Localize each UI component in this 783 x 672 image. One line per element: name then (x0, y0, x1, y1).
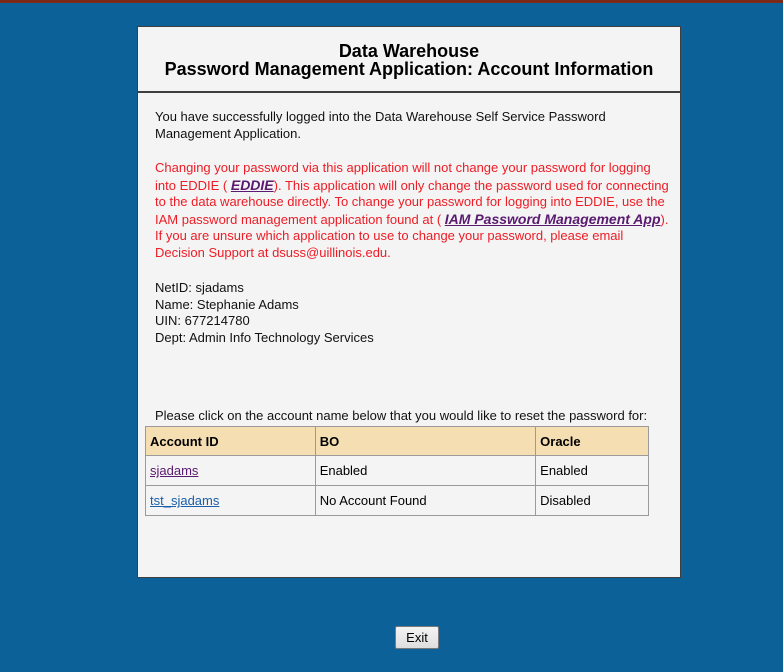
column-header-bo: BO (315, 427, 535, 456)
account-link-sjadams[interactable]: sjadams (150, 463, 199, 478)
page-title: Data Warehouse (338, 41, 480, 61)
instruction-text: Please click on the account name below that you would like to reset the password for: (155, 408, 648, 423)
panel-content (155, 109, 675, 423)
oracle-status-cell: Enabled (536, 456, 649, 486)
warning-part1: Changing your password via this application will not change your password for logging into EDDIE ( (155, 160, 651, 193)
account-id-cell (146, 486, 316, 516)
panel-header (138, 27, 680, 93)
account-id-cell (146, 456, 316, 486)
name-text: Name: Stephanie Adams (155, 296, 299, 312)
exit-button[interactable]: Exit (395, 626, 439, 649)
warning-text (155, 160, 675, 261)
account-info-panel (137, 26, 681, 578)
table-row (146, 486, 649, 516)
dept-text: Dept: Admin Info Technology Services (155, 329, 374, 345)
user-info-block (155, 280, 675, 346)
bo-status-cell: Enabled (315, 456, 535, 486)
column-header-oracle: Oracle (536, 427, 649, 456)
iam-password-link[interactable]: IAM Password Management App (444, 210, 661, 227)
intro-text: You have successfully logged into the Data Warehouse Self Service Password Management Application. (155, 109, 606, 141)
uin-text: UIN: 677214780 (155, 313, 250, 328)
page-subtitle: Password Management Application: Account Information (164, 59, 654, 79)
account-link-tst-sjadams[interactable]: tst_sjadams (150, 493, 220, 508)
netid-text: NetID: sjadams (155, 280, 244, 295)
top-border-strip (0, 0, 783, 3)
warning-part3: ). If you are unsure which application to use to change your password, please email Decision Support at dsuss@uillinois.edu. (155, 211, 669, 260)
warning-part2: ). This application will only change the password used for connecting to the data warehouse directly. To change your password for logging into EDDIE, use the IAM password management application found at ( (155, 177, 669, 227)
column-header-account-id: Account ID (146, 427, 316, 456)
account-table (145, 426, 649, 516)
eddie-link[interactable]: EDDIE (230, 176, 274, 193)
bo-status-cell: No Account Found (315, 486, 535, 516)
oracle-status-cell: Disabled (536, 486, 649, 516)
table-header-row (146, 427, 649, 456)
table-row (146, 456, 649, 486)
